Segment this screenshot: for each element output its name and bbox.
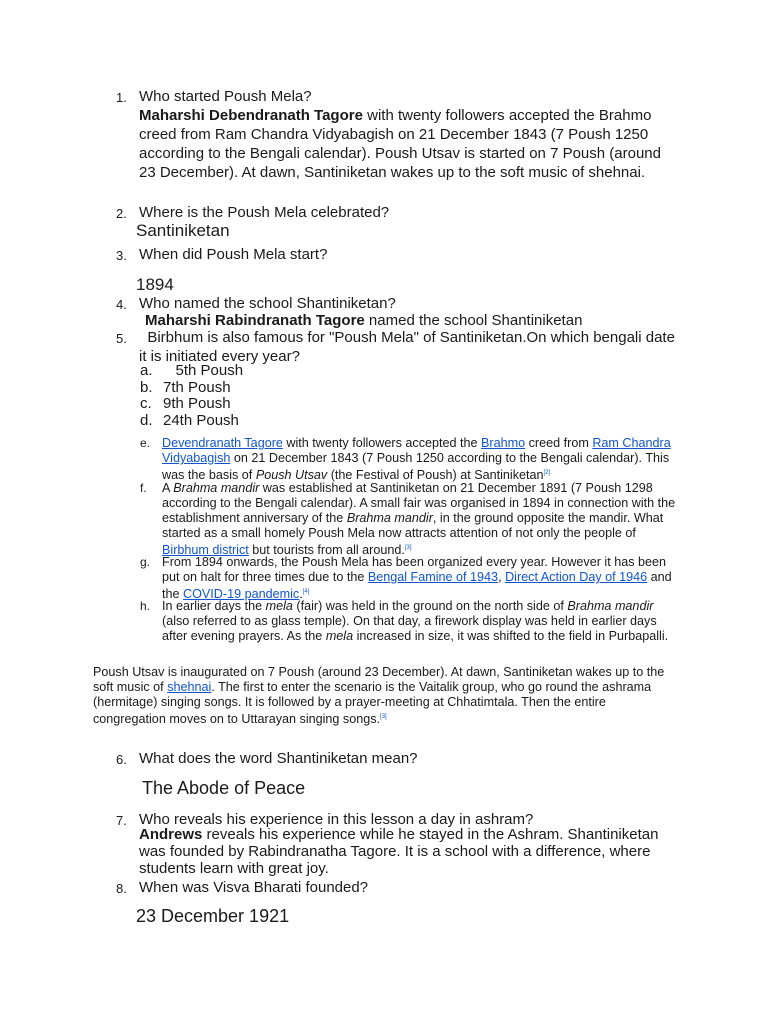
option-text: 9th Poush: [163, 395, 231, 412]
q1-question: Who started Poush Mela?: [139, 88, 312, 105]
text: . The first to enter the scenario is the Vaitalik group, who go round the ashrama (hermitage) singing songs. It is followed by a prayer-meeting at Chhatimtala. Then the entire congregation moves on to Uttarayan singing songs.: [93, 680, 652, 727]
q5-item-h: [140, 599, 677, 644]
text: A: [162, 481, 174, 495]
item-letter: e.: [140, 436, 151, 450]
q4-answer-text: named the school Shantiniketan: [364, 312, 583, 329]
text: From 1894 onwards, the Poush Mela has been organized every year. However it has been put on halt for three times due to the: [162, 555, 667, 584]
q6-question: What does the word Shantiniketan mean?: [139, 750, 418, 767]
q8-number: 8.: [116, 881, 127, 896]
q4-question: Who named the school Shantiniketan?: [139, 295, 396, 312]
italic-text: mela: [325, 629, 354, 643]
reference-link[interactable]: [3]: [404, 545, 412, 551]
ram-chandra-vidyabagish-link[interactable]: Ram Chandra Vidyabagish: [162, 436, 671, 465]
italic-text: mela: [265, 599, 293, 613]
bengal-famine-link[interactable]: Bengal Famine of 1943: [367, 570, 499, 584]
shehnai-link[interactable]: shehnai: [167, 680, 212, 694]
text: (also referred to as glass temple). On that day, a firework display was held in earlier days after evening prayers. As the: [162, 614, 657, 643]
text: ,: [498, 570, 506, 584]
covid-19-pandemic-link[interactable]: COVID-19 pandemic: [183, 587, 300, 602]
option-letter: b.: [140, 379, 153, 396]
q4-number: 4.: [116, 297, 127, 312]
q3-question: When did Poush Mela start?: [139, 246, 328, 263]
reference-link[interactable]: [3]: [380, 714, 387, 720]
text: (the Festival of Poush) at Santiniketan: [327, 468, 544, 483]
option-letter: d.: [140, 412, 153, 429]
q1-answer-bold: Maharshi Debendranath Tagore: [139, 107, 363, 124]
italic-text: Brahma mandir: [173, 481, 260, 495]
text: creed from: [525, 436, 593, 450]
text: , in the ground opposite the mandir. What started as a small homely Poush Mela now attracts attention of not only the people of: [162, 511, 664, 540]
text: and the: [162, 570, 672, 602]
text: increased in size, it was shifted to the field in Purbapalli.: [353, 629, 669, 643]
q7-answer-bold: Andrews: [139, 826, 203, 843]
reference-link[interactable]: [2]: [543, 470, 551, 476]
q3-number: 3.: [116, 248, 127, 263]
q8-answer: 23 December 1921: [136, 906, 290, 926]
option-text: 24th Poush: [163, 412, 239, 429]
brahmo-link[interactable]: Brahmo: [481, 436, 526, 450]
q2-number: 2.: [116, 206, 127, 221]
item-letter: g.: [140, 555, 151, 569]
direct-action-day-link[interactable]: Direct Action Day of 1946: [505, 570, 648, 584]
q4-answer-bold: Maharshi Rabindranath Tagore: [145, 312, 365, 329]
item-letter: f.: [140, 481, 147, 495]
text: but tourists from all around.: [248, 543, 405, 558]
q7-answer-text: reveals his experience while he stayed in the Ashram. Shantiniketan was founded by Rabindranatha Tagore. It is a school with a difference, where students learn with great joy.: [139, 826, 659, 877]
option-text: 5th Poush: [163, 362, 244, 379]
italic-text: Poush Utsav: [255, 468, 328, 483]
reference-link[interactable]: [4]: [302, 589, 310, 595]
option-letter: a.: [140, 362, 153, 379]
q6-number: 6.: [116, 752, 127, 767]
q1-answer-text: with twenty followers accepted the Brahmo creed from Ram Chandra Vidyabagish on 21 December 1843 (7 Poush 1250 according to the Bengali calendar). Poush Utsav is started on 7 Poush (around 23 December). At dawn, Santiniketan wakes up to the soft music of shehnai.: [139, 107, 661, 181]
text: In earlier days the: [162, 599, 266, 613]
q8-question: When was Visva Bharati founded?: [139, 879, 369, 896]
text: Poush Utsav is inaugurated on 7 Poush (around 23 December). At dawn, Santiniketan wakes up to the soft music of: [93, 665, 665, 694]
text: .: [299, 587, 303, 602]
q5-item-f: [140, 481, 677, 558]
poush-utsav-paragraph: [93, 665, 678, 727]
text: on 21 December 1843 (7 Poush 1250 according to the Bengali calendar). This was the basis of: [162, 451, 670, 483]
option-text: 7th Poush: [163, 379, 231, 396]
q5-number: 5.: [116, 331, 127, 346]
devendranath-tagore-link[interactable]: Devendranath Tagore: [162, 436, 283, 450]
q5-question: Birbhum is also famous for "Poush Mela" of Santiniketan.On which bengali date it is initiated every year?: [139, 329, 680, 365]
q3-answer: 1894: [136, 275, 174, 294]
q7-number: 7.: [116, 813, 127, 828]
q1-number: 1.: [116, 90, 127, 105]
q6-answer: The Abode of Peace: [142, 778, 306, 798]
text: (fair) was held in the ground on the north side of: [292, 599, 568, 613]
q2-answer: Santiniketan: [136, 221, 230, 240]
q2-question: Where is the Poush Mela celebrated?: [139, 204, 390, 221]
q5-item-e: [140, 436, 677, 483]
q1-answer: [139, 106, 679, 182]
q7-question: Who reveals his experience in this lesson a day in ashram?: [139, 811, 534, 828]
text: was established at Santiniketan on 21 December 1891 (7 Poush 1298 according to the Bengali calendar). A small fair was organised in 1894 in connection with the establishment anniversary of the: [162, 481, 676, 525]
option-letter: c.: [140, 395, 152, 412]
q5-item-g: [140, 555, 677, 602]
text: with twenty followers accepted the: [282, 436, 482, 450]
italic-text: Brahma mandir: [567, 599, 654, 613]
birbhum-district-link[interactable]: Birbhum district: [162, 543, 249, 558]
italic-text: Brahma mandir: [346, 511, 433, 525]
q7-answer: [139, 826, 679, 877]
item-letter: h.: [140, 599, 151, 613]
